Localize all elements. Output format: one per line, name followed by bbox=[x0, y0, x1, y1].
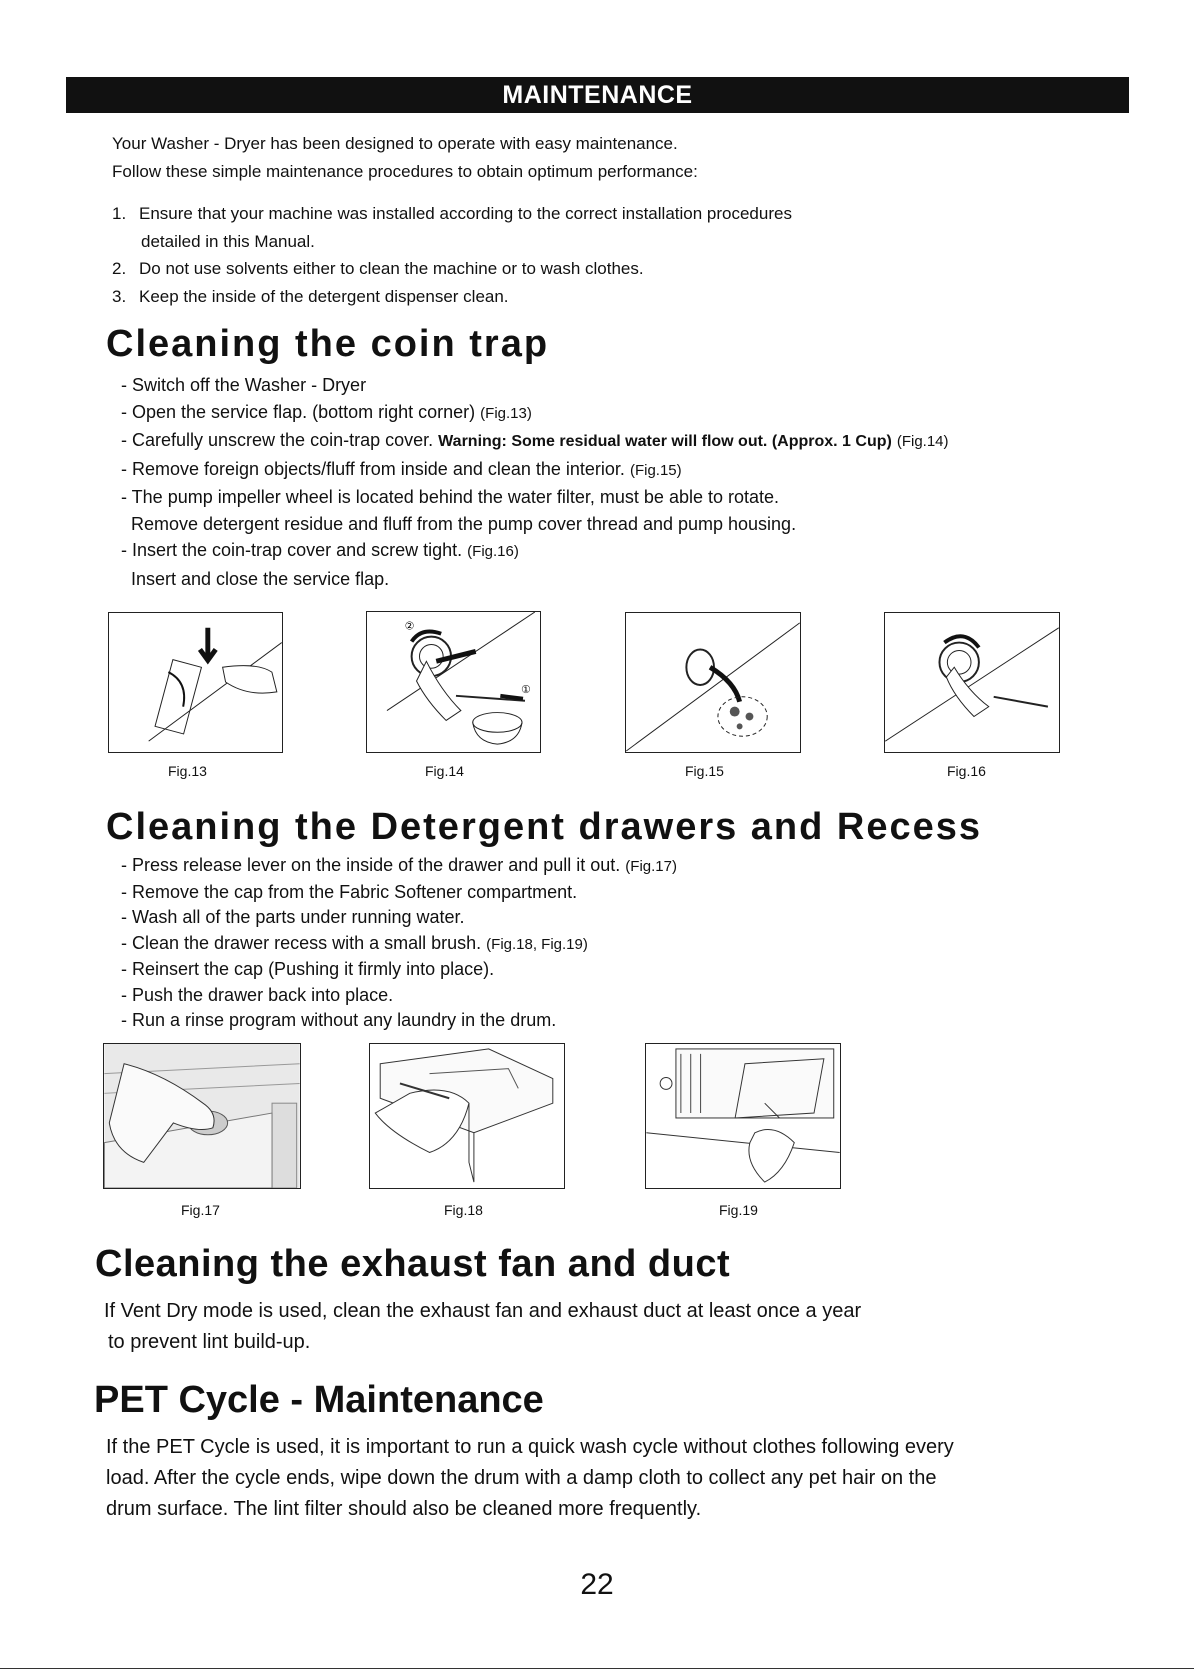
figure-caption: Fig.13 bbox=[168, 763, 207, 779]
step-line: - Remove foreign objects/fluff from inside and clean the interior. (Fig.15) bbox=[121, 458, 682, 479]
figure-caption: Fig.17 bbox=[181, 1202, 220, 1218]
exhaust-heading: Cleaning the exhaust fan and duct bbox=[95, 1243, 731, 1285]
step-line: - Carefully unscrew the coin-trap cover. Warning: Some residual water will flow out. (Approx. 1 Cup) (Fig.14) bbox=[121, 430, 949, 450]
exhaust-text bbox=[104, 1296, 861, 1358]
svg-text:②: ② bbox=[404, 619, 415, 633]
list-number: 2. bbox=[112, 259, 127, 278]
pet-text bbox=[106, 1432, 954, 1525]
list-text: Do not use solvents either to clean the machine or to wash clothes. bbox=[139, 259, 644, 278]
list-number: 1. bbox=[112, 204, 127, 223]
detergent-steps bbox=[121, 853, 677, 1034]
body-line: If the PET Cycle is used, it is important to run a quick wash cycle without clothes following every bbox=[106, 1436, 954, 1458]
list-item bbox=[112, 200, 792, 255]
figure-caption: Fig.18 bbox=[444, 1202, 483, 1218]
section-header: MAINTENANCE bbox=[66, 77, 1129, 113]
bottom-divider bbox=[0, 1668, 1194, 1669]
fig15-illustration bbox=[625, 612, 801, 753]
step-line: - Insert the coin-trap cover and screw tight. (Fig.16) bbox=[121, 540, 519, 560]
step-line: - Press release lever on the inside of the drawer and pull it out. (Fig.17) bbox=[121, 855, 677, 875]
step-line: - Wash all of the parts under running water. bbox=[121, 907, 465, 927]
figure-caption: Fig.15 bbox=[685, 763, 724, 779]
step-line: - Clean the drawer recess with a small brush. (Fig.18, Fig.19) bbox=[121, 932, 588, 953]
fig16-illustration bbox=[884, 612, 1060, 753]
step-line: - Reinsert the cap (Pushing it firmly into place). bbox=[121, 959, 495, 979]
svg-text:①: ① bbox=[521, 682, 531, 696]
step-line: - The pump impeller wheel is located behind the water filter, must be able to rotate. bbox=[121, 487, 780, 507]
fig19-illustration bbox=[645, 1043, 841, 1189]
page-number: 22 bbox=[580, 1568, 614, 1601]
detergent-heading: Cleaning the Detergent drawers and Recess bbox=[106, 806, 983, 848]
list-number: 3. bbox=[112, 286, 127, 306]
figure-caption: Fig.14 bbox=[425, 763, 464, 779]
step-line: Remove detergent residue and fluff from the pump cover thread and pump housing. bbox=[131, 513, 797, 534]
step-line: - Switch off the Washer - Dryer bbox=[121, 375, 367, 395]
intro-line: Follow these simple maintenance procedures to obtain optimum performance: bbox=[112, 162, 698, 181]
numbered-list bbox=[112, 200, 792, 310]
fig14-illustration bbox=[366, 611, 541, 753]
list-text: Keep the inside of the detergent dispenser clean. bbox=[139, 286, 509, 306]
figure-caption: Fig.16 bbox=[947, 763, 986, 779]
step-line: - Remove the cap from the Fabric Softener compartment. bbox=[121, 881, 578, 902]
step-line: Insert and close the service flap. bbox=[131, 568, 390, 589]
fig18-illustration bbox=[369, 1043, 565, 1189]
body-line: to prevent lint build-up. bbox=[108, 1331, 311, 1353]
list-item bbox=[112, 255, 792, 283]
fig13-illustration bbox=[108, 612, 283, 753]
figure-caption: Fig.19 bbox=[719, 1202, 758, 1218]
intro-line: Your Washer - Dryer has been designed to operate with easy maintenance. bbox=[112, 134, 678, 153]
step-line: - Open the service flap. (bottom right corner) (Fig.13) bbox=[121, 401, 532, 422]
body-line: drum surface. The lint filter should also be cleaned more frequently. bbox=[106, 1498, 702, 1520]
fig17-illustration bbox=[103, 1043, 301, 1189]
pet-heading: PET Cycle - Maintenance bbox=[94, 1379, 544, 1421]
intro-text bbox=[112, 130, 698, 186]
warning-text: Warning: Some residual water will flow out. (Approx. 1 Cup) bbox=[438, 433, 892, 450]
list-text: detailed in this Manual. bbox=[141, 231, 315, 251]
step-line: - Push the drawer back into place. bbox=[121, 984, 394, 1005]
body-line: load. After the cycle ends, wipe down the drum with a damp cloth to collect any pet hair on the bbox=[106, 1467, 937, 1489]
coin-trap-steps bbox=[121, 372, 949, 592]
body-line: If Vent Dry mode is used, clean the exhaust fan and exhaust duct at least once a year bbox=[104, 1300, 862, 1322]
step-line: - Run a rinse program without any laundry in the drum. bbox=[121, 1010, 557, 1030]
coin-trap-heading: Cleaning the coin trap bbox=[106, 323, 550, 365]
list-item bbox=[112, 283, 792, 311]
list-text: Ensure that your machine was installed according to the correct installation procedures bbox=[139, 204, 792, 223]
